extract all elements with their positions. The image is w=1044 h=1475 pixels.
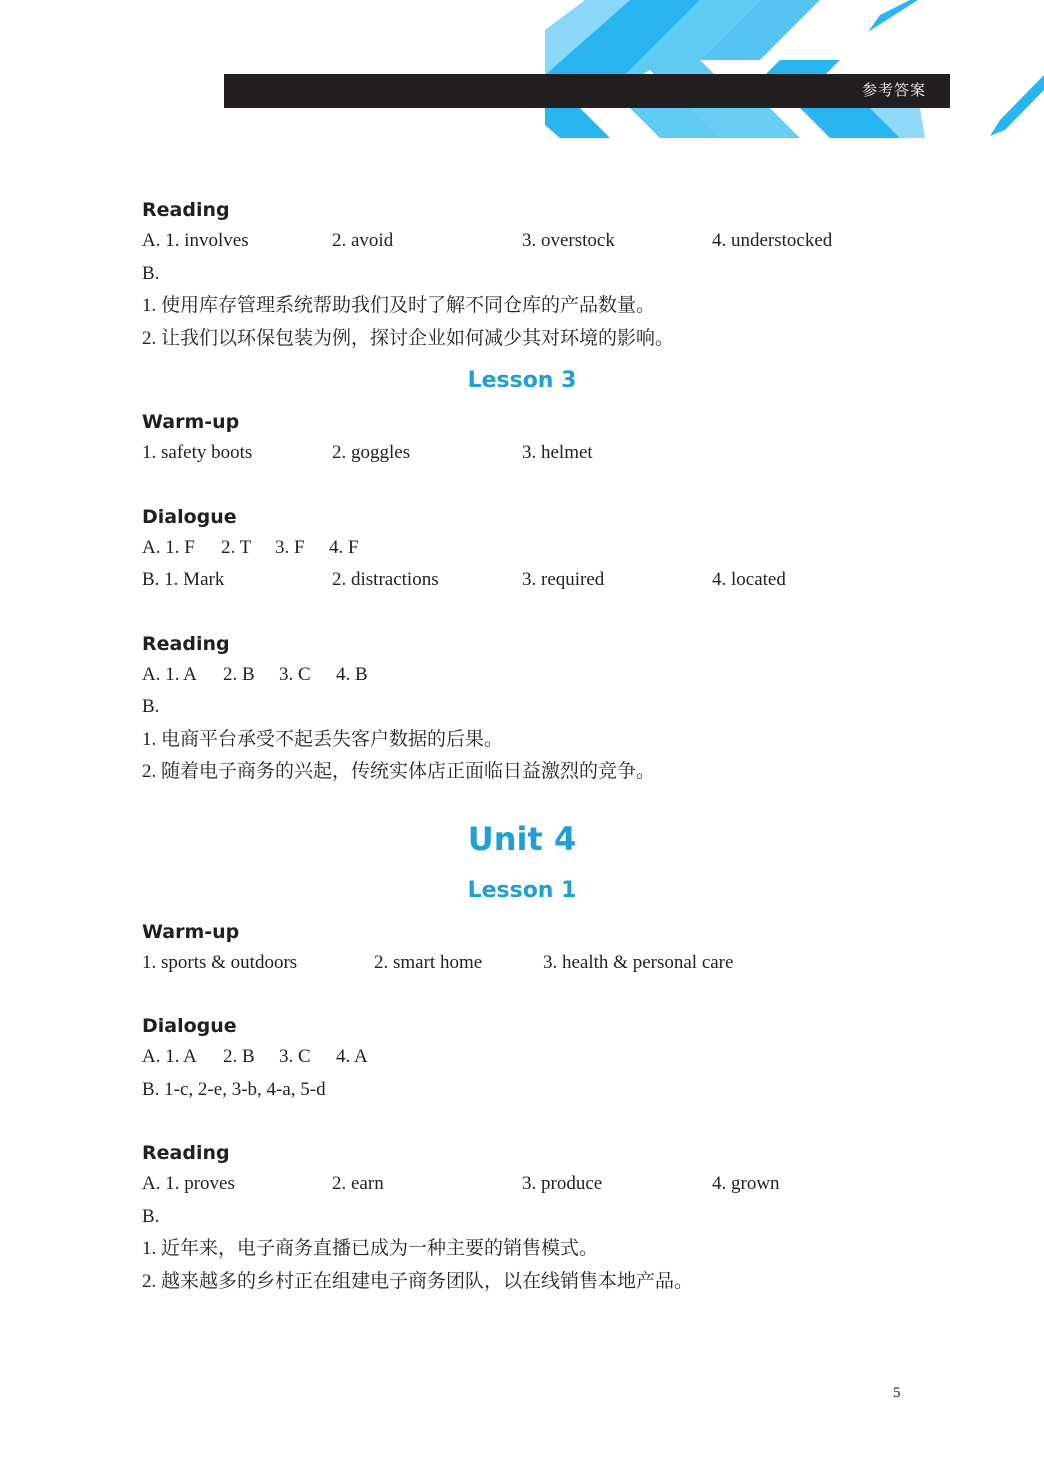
answer-item: 4. located [712,569,786,590]
answer-item: 2. B [223,663,255,685]
answer-item: 2. B [223,1046,255,1067]
answer-line [142,947,902,980]
section-heading-dialogue: Dialogue [142,1015,237,1037]
header-decoration [0,0,1044,145]
answer-item: 2. smart home [374,951,483,973]
answer-item: A. 1. A [142,663,197,685]
answer-line [142,659,902,692]
answer-line [142,532,902,565]
answer-line [142,437,902,470]
translation-line: 2. 越来越多的乡村正在组建电子商务团队，以在线销售本地产品。 [142,1270,694,1292]
answer-item: 3. F [275,536,305,558]
answer-item: 3. overstock [522,230,615,251]
answer-item: 3. health & personal care [543,951,734,973]
unit-title: Unit 4 [467,819,577,858]
section-heading-warm-up: Warm-up [142,411,240,433]
answer-item: 2. goggles [332,442,411,463]
answer-item: 4. F [329,536,359,558]
section-heading-dialogue: Dialogue [142,505,237,528]
translation-line: 2. 随着电子商务的兴起，传统实体店正面临日益激烈的竞争。 [142,761,656,782]
answer-item: 2. avoid [332,230,394,251]
section-heading-reading: Reading [142,1142,230,1164]
header-bar [224,74,950,108]
answer-item: 1. safety boots [142,442,253,463]
answer-item: 4. A [336,1046,368,1067]
answer-item: 3. produce [522,1173,603,1194]
answer-line: B. [142,262,160,284]
answer-item: 4. B [336,663,368,685]
translation-line: 1. 近年来，电子商务直播已成为一种主要的销售模式。 [142,1238,599,1259]
page-number: 5 [893,1385,901,1401]
section-heading-warm-up: Warm-up [142,920,240,943]
answer-item: A. 1. A [142,1046,197,1067]
answer-item: 4. understocked [712,230,833,251]
answer-item: 2. T [221,536,252,558]
lesson-title: Lesson 3 [467,368,577,393]
answer-item: A. 1. proves [142,1173,235,1194]
answer-line [142,564,902,597]
answer-line: B. [142,1205,160,1227]
answer-line [142,1168,902,1201]
answer-item: 1. sports & outdoors [142,951,298,973]
answer-item: 3. C [279,1046,311,1067]
answer-item: A. 1. involves [142,230,249,251]
lesson-title: Lesson 1 [467,877,577,903]
answer-item: A. 1. F [142,536,195,558]
answer-item: 3. required [522,569,605,590]
answer-item: 2. earn [332,1173,384,1194]
translation-line: 1. 电商平台承受不起丢失客户数据的后果。 [142,728,504,750]
answer-key-content [142,195,902,1298]
translation-line: 2. 让我们以环保包装为例，探讨企业如何减少其对环境的影响。 [142,327,675,349]
section-heading-reading: Reading [142,199,230,221]
answer-item: 3. helmet [522,442,593,463]
answer-item: B. 1. Mark [142,569,225,590]
section-heading-reading: Reading [142,632,230,655]
answer-line: B. [142,696,160,717]
answer-line: B. 1-c, 2-e, 3-b, 4-a, 5-d [142,1078,326,1100]
answer-line [142,225,902,258]
header-title: 参考答案 [861,83,926,99]
translation-line: 1. 使用库存管理系统帮助我们及时了解不同仓库的产品数量。 [142,295,656,316]
answer-item: 4. grown [712,1173,780,1194]
answer-item: 2. distractions [332,569,439,590]
answer-line [142,1041,902,1074]
answer-item: 3. C [279,663,311,685]
